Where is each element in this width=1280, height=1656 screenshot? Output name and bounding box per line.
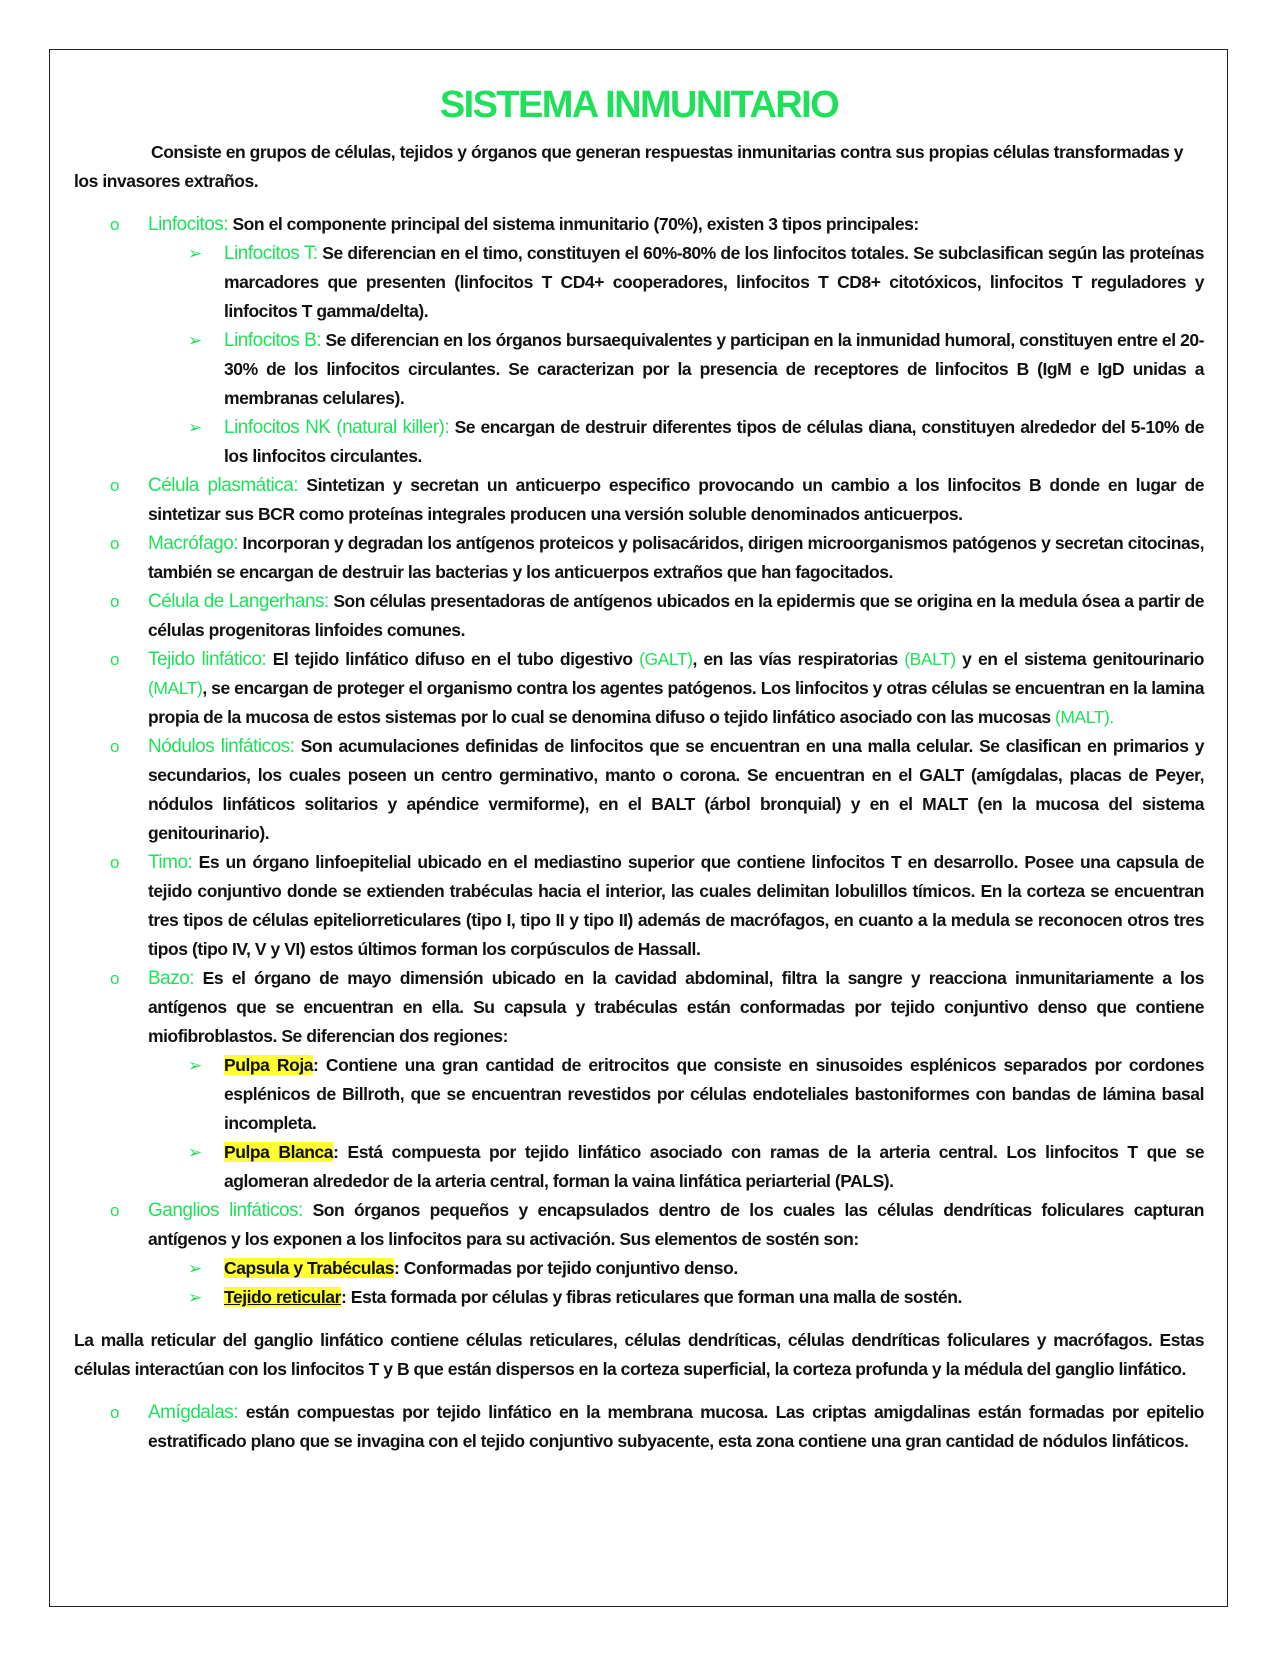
sub-item-capsula <box>188 1254 1204 1283</box>
sub-list-bazo <box>148 1051 1204 1196</box>
main-list <box>74 210 1204 1312</box>
item-label: Macrófago: <box>148 533 239 554</box>
list-item-langerhans <box>110 587 1204 645</box>
sub-list-ganglios <box>148 1254 1204 1312</box>
sub-item-text: Se diferencian en el timo, constituyen el 60%-80% de los linfocitos totales. Se subclasifican según las proteínas marcadores que presenten (linfocitos T CD4+ cooperadores, linfocitos T CD8+ citotóxicos, linfocitos T reguladores y linfocitos T gamma/delta). <box>224 243 1204 321</box>
bullet-icon: o <box>110 215 120 234</box>
malla-paragraph: La malla reticular del ganglio linfático contiene células reticulares, células dendríticas, células dendríticas foliculares y macrófagos. Estas células interactúan con los linfocitos T y B que están dispersos en la corteza superficial, la corteza profunda y la médula del ganglio linfático. <box>74 1330 1204 1379</box>
arrow-icon: ➢ <box>188 331 202 350</box>
list-item-nodulos <box>110 732 1204 848</box>
list-item-ganglios <box>110 1196 1204 1312</box>
sub-item-linfocitos-b <box>188 326 1205 413</box>
item-label: Célula de Langerhans: <box>148 591 329 612</box>
list-item-timo <box>110 848 1204 964</box>
document-page <box>49 49 1228 1607</box>
sub-item-pulpa-roja <box>188 1051 1204 1138</box>
list-item-linfocitos <box>110 210 1205 471</box>
item-label: Amígdalas: <box>148 1402 239 1423</box>
list-item-macrofago <box>110 529 1204 587</box>
sub-item-label: Tejido reticular <box>224 1287 341 1307</box>
sub-item-text: Se encargan de destruir diferentes tipos de células diana, constituyen alrededor del 5-10% de los linfocitos circulantes. <box>224 417 1204 466</box>
item-text: Incorporan y degradan los antígenos proteicos y polisacáridos, dirigen microorganismos patógenos y secretan citocinas, también se encargan de destruir las bacterias y los anticuerpos extraños que han fagocitados. <box>148 533 1204 582</box>
item-label: Célula plasmática: <box>148 475 299 496</box>
sub-item-text: : Contiene una gran cantidad de eritrocitos que consiste en sinusoides esplénicos separados por cordones esplénicos de Billroth, que se encuentran revestidos por células endoteliales bastoniformes con bandas de lámina basal incompleta. <box>224 1055 1204 1133</box>
bullet-icon: o <box>110 853 120 872</box>
sub-item-label: Pulpa Blanca <box>224 1142 334 1162</box>
bullet-icon: o <box>110 650 120 669</box>
item-text: Es un órgano linfoepitelial ubicado en el mediastino superior que contiene linfocitos T en desarrollo. Posee una capsula de tejido conjuntivo donde se extienden trabéculas hacia el interior, las cuales delimitan lobulillos tímicos. En la corteza se encuentran tres tipos de células epiteliorreticulares (tipo I, tipo II y tipo II) además de macrófagos, en cuanto a la medula se reconocen otros tres tipos (tipo IV, V y VI) estos últimos forman los corpúsculos de Hassall. <box>148 852 1204 959</box>
abbr-balt: (BALT) <box>904 649 956 669</box>
sub-list-linfocitos <box>148 239 1204 471</box>
item-text: están compuestas por tejido linfático en la membrana mucosa. Las criptas amigdalinas están formadas por epitelio estratificado plano que se invagina con el tejido conjuntivo subyacente, esta zona contiene una gran cantidad de nódulos linfáticos. <box>148 1402 1204 1451</box>
bullet-icon: o <box>110 737 120 756</box>
list-item-tejido-linfatico <box>110 645 1204 732</box>
item-label: Ganglios linfáticos: <box>148 1200 303 1221</box>
list-item-bazo <box>110 964 1204 1196</box>
abbr-galt: (GALT) <box>639 649 693 669</box>
sub-item-label: Linfocitos B: <box>224 330 322 351</box>
sub-item-label: Linfocitos NK (natural killer): <box>224 417 450 438</box>
page-title: SISTEMA INMUNITARIO <box>439 84 839 126</box>
item-text: Son células presentadoras de antígenos ubicados en la epidermis que se origina en la medula ósea a partir de células progenitoras linfoides comunes. <box>148 591 1204 640</box>
item-text: , se encargan de proteger el organismo contra los agentes patógenos. Los linfocitos y otras células se encuentran en la lamina propia de la mucosa de estos sistemas por lo cual se denomina difuso o tejido linfático asociado con las mucosas <box>148 678 1204 727</box>
item-text: Son acumulaciones definidas de linfocitos que se encuentran en una malla celular. Se clasifican en primarios y secundarios, los cuales poseen un centro germinativo, manto o corona. Se encuentran en el GALT (amígdalas, placas de Peyer, nódulos linfáticos solitarios y apéndice vermiforme), en el BALT (árbol bronquial) y en el MALT (en la mucosa del sistema genitourinario). <box>148 736 1204 843</box>
sub-item-linfocitos-t <box>188 239 1204 326</box>
sub-item-label: Pulpa Roja <box>224 1055 314 1075</box>
arrow-icon: ➢ <box>188 1143 202 1162</box>
sub-item-linfocitos-nk <box>188 413 1204 471</box>
abbr-malt: (MALT) <box>148 678 203 698</box>
item-label: Bazo: <box>148 968 195 989</box>
bullet-icon: o <box>110 592 120 611</box>
sub-item-pulpa-blanca <box>188 1138 1204 1196</box>
arrow-icon: ➢ <box>188 1259 202 1278</box>
item-text: Son el componente principal del sistema inmunitario (70%), existen 3 tipos principales: <box>228 214 919 234</box>
amigdalas-list <box>74 1398 1204 1456</box>
arrow-icon: ➢ <box>188 244 202 263</box>
item-text: El tejido linfático difuso en el tubo digestivo <box>266 649 640 669</box>
bullet-icon: o <box>110 969 120 988</box>
bullet-icon: o <box>110 534 120 553</box>
item-label: Linfocitos: <box>148 214 229 235</box>
bullet-icon: o <box>110 1403 120 1422</box>
bullet-icon: o <box>110 1201 120 1220</box>
list-item-amigdalas <box>110 1398 1204 1456</box>
document-content <box>74 82 1204 1456</box>
item-text: Son órganos pequeños y encapsulados dentro de los cuales las células dendríticas foliculares capturan antígenos y los exponen a los linfocitos para su activación. Sus elementos de sostén son: <box>148 1200 1204 1249</box>
abbr-malt-2: (MALT). <box>1055 707 1114 727</box>
sub-item-text: Se diferencian en los órganos bursaequivalentes y participan en la inmunidad humoral, constituyen entre el 20-30% de los linfocitos circulantes. Se caracterizan por la presencia de receptores de linfocitos B (IgM e IgD unidas a membranas celulares). <box>224 330 1205 408</box>
item-text: , en las vías respiratorias <box>692 649 905 669</box>
bullet-icon: o <box>110 476 120 495</box>
sub-item-text: : Esta formada por células y fibras reticulares que forman una malla de sostén. <box>340 1287 962 1307</box>
item-text: Es el órgano de mayo dimensión ubicado en la cavidad abdominal, filtra la sangre y reacciona inmunitariamente a los antígenos que se encuentran en ella. Su capsula y trabéculas están conformadas por tejido conjuntivo denso que contiene miofibroblastos. Se diferencian dos regiones: <box>148 968 1204 1046</box>
item-label: Timo: <box>148 852 193 873</box>
sub-item-label: Linfocitos T: <box>224 243 318 264</box>
item-text: Sintetizan y secretan un anticuerpo especifico provocando un cambio a los linfocitos B donde en lugar de sintetizar sus BCR como proteínas integrales producen una versión soluble denominados anticuerpos. <box>148 475 1204 524</box>
sub-item-text: : Está compuesta por tejido linfático asociado con ramas de la arteria central. Los linfocitos T que se aglomeran alrededor de la arteria central, forman la vaina linfática periarterial (PALS). <box>224 1142 1204 1191</box>
arrow-icon: ➢ <box>188 1056 202 1075</box>
item-label: Tejido linfático: <box>148 649 267 670</box>
intro-paragraph: Consiste en grupos de células, tejidos y órganos que generan respuestas inmunitarias contra sus propias células transformadas y los invasores extraños. <box>74 142 1184 191</box>
list-item-celula-plasmatica <box>110 471 1204 529</box>
sub-item-text: : Conformadas por tejido conjuntivo denso. <box>393 1258 738 1278</box>
sub-item-tejido-reticular <box>188 1283 1204 1312</box>
arrow-icon: ➢ <box>188 1288 202 1307</box>
item-text: y en el sistema genitourinario <box>955 649 1204 669</box>
sub-item-label: Capsula y Trabéculas <box>224 1258 394 1278</box>
arrow-icon: ➢ <box>188 418 202 437</box>
item-label: Nódulos linfáticos: <box>148 736 295 757</box>
